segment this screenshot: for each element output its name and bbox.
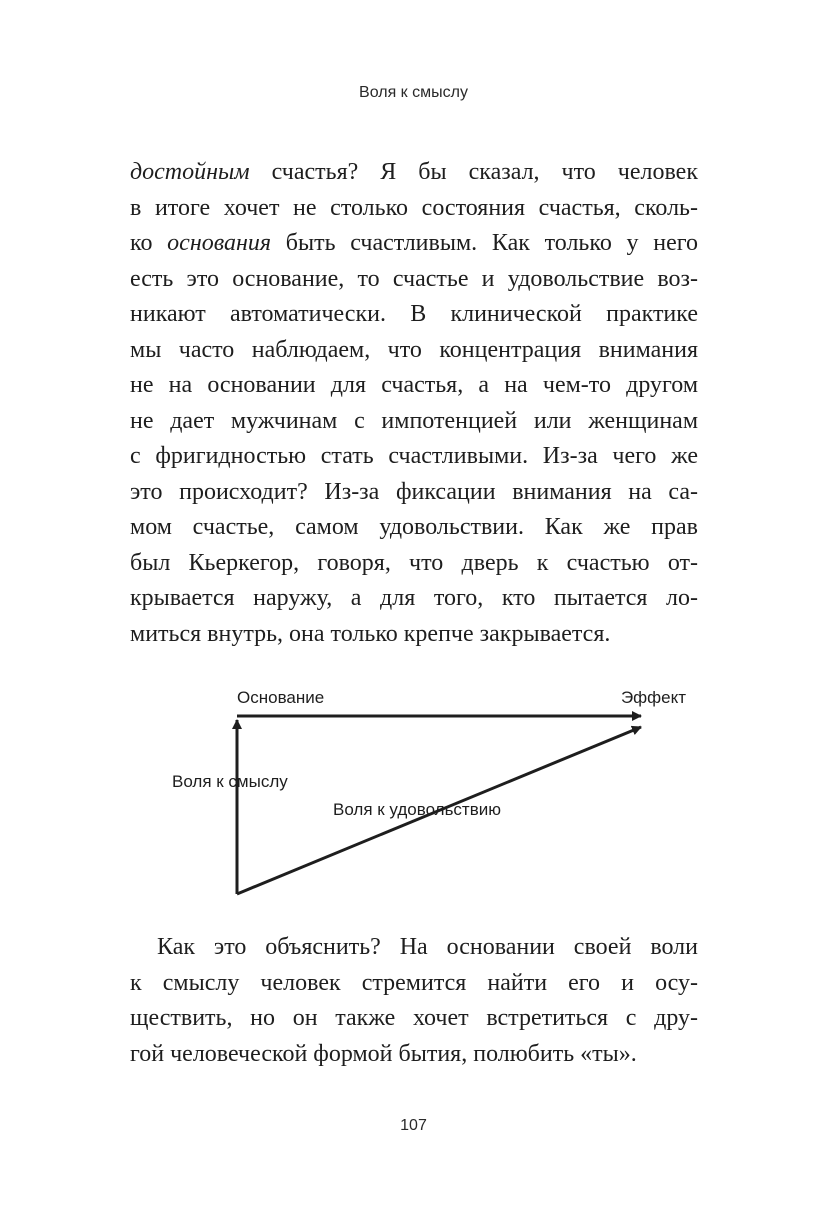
text-line bbox=[130, 546, 698, 582]
text-line bbox=[130, 581, 698, 617]
text-line bbox=[130, 155, 698, 191]
page-number: 107 bbox=[400, 1117, 427, 1134]
text-line bbox=[130, 439, 698, 475]
text-line bbox=[130, 404, 698, 440]
text-line bbox=[130, 1001, 698, 1037]
text-run: это происходит? Из-за фиксации внимания на са- bbox=[130, 478, 698, 505]
text-run: счастья? Я бы сказал, что человек bbox=[249, 159, 698, 185]
text-run: не на основании для счастья, а на чем-то другом bbox=[130, 372, 698, 398]
text-run: есть это основание, то счастье и удовольствие воз- bbox=[130, 265, 698, 292]
text-run: мом счастье, самом удовольствии. Как же прав bbox=[130, 514, 698, 540]
text-run: с фригидностью стать счастливыми. Из-за чего же bbox=[130, 443, 698, 469]
text-line bbox=[130, 966, 698, 1002]
diagram-label-will-to-pleasure: Воля к удовольствию bbox=[333, 800, 501, 819]
diagram-label-will-to-meaning: Воля к смыслу bbox=[172, 772, 288, 791]
diagram bbox=[0, 676, 827, 906]
running-head: Воля к смыслу bbox=[359, 84, 468, 101]
text-run: к смыслу человек стремится найти его и осу- bbox=[130, 969, 698, 996]
diagram-label-basis: Основание bbox=[237, 688, 325, 707]
text-line bbox=[130, 510, 698, 546]
text-run: миться внутрь, она только крепче закрывается. bbox=[130, 620, 611, 647]
paragraph-2 bbox=[130, 930, 698, 1072]
text-line bbox=[130, 262, 698, 298]
text-run: Как это объяснить? На основании своей воли bbox=[157, 934, 698, 960]
paragraph-1 bbox=[130, 155, 698, 652]
text-run: быть счастливым. Как только у него bbox=[271, 230, 698, 256]
text-run: крывается наружу, а для того, кто пытается ло- bbox=[130, 585, 698, 611]
italic-text: основания bbox=[167, 230, 272, 256]
text-run: гой человеческой формой бытия, полюбить «ты». bbox=[130, 1040, 637, 1067]
text-run: никают автоматически. В клинической практике bbox=[130, 301, 698, 327]
text-line bbox=[130, 226, 698, 262]
text-run: не дает мужчинам с импотенцией или женщинам bbox=[130, 407, 698, 434]
text-line bbox=[130, 368, 698, 404]
diagram-label-effect: Эффект bbox=[620, 688, 686, 707]
text-run: ществить, но он также хочет встретиться с дру- bbox=[130, 1005, 698, 1031]
text-line bbox=[130, 297, 698, 333]
text-line bbox=[130, 191, 698, 227]
text-run: был Кьеркегор, говоря, что дверь к счастью от- bbox=[130, 549, 698, 576]
text-line bbox=[130, 333, 698, 369]
text-run: в итоге хочет не столько состояния счастья, сколь- bbox=[130, 194, 698, 221]
text-line bbox=[130, 617, 698, 653]
text-line bbox=[130, 475, 698, 511]
text-run: ко bbox=[130, 230, 168, 256]
text-line bbox=[130, 1037, 698, 1073]
text-line bbox=[130, 930, 698, 966]
italic-text: достойным bbox=[130, 159, 250, 185]
text-run: мы часто наблюдаем, что концентрация внимания bbox=[130, 336, 698, 363]
